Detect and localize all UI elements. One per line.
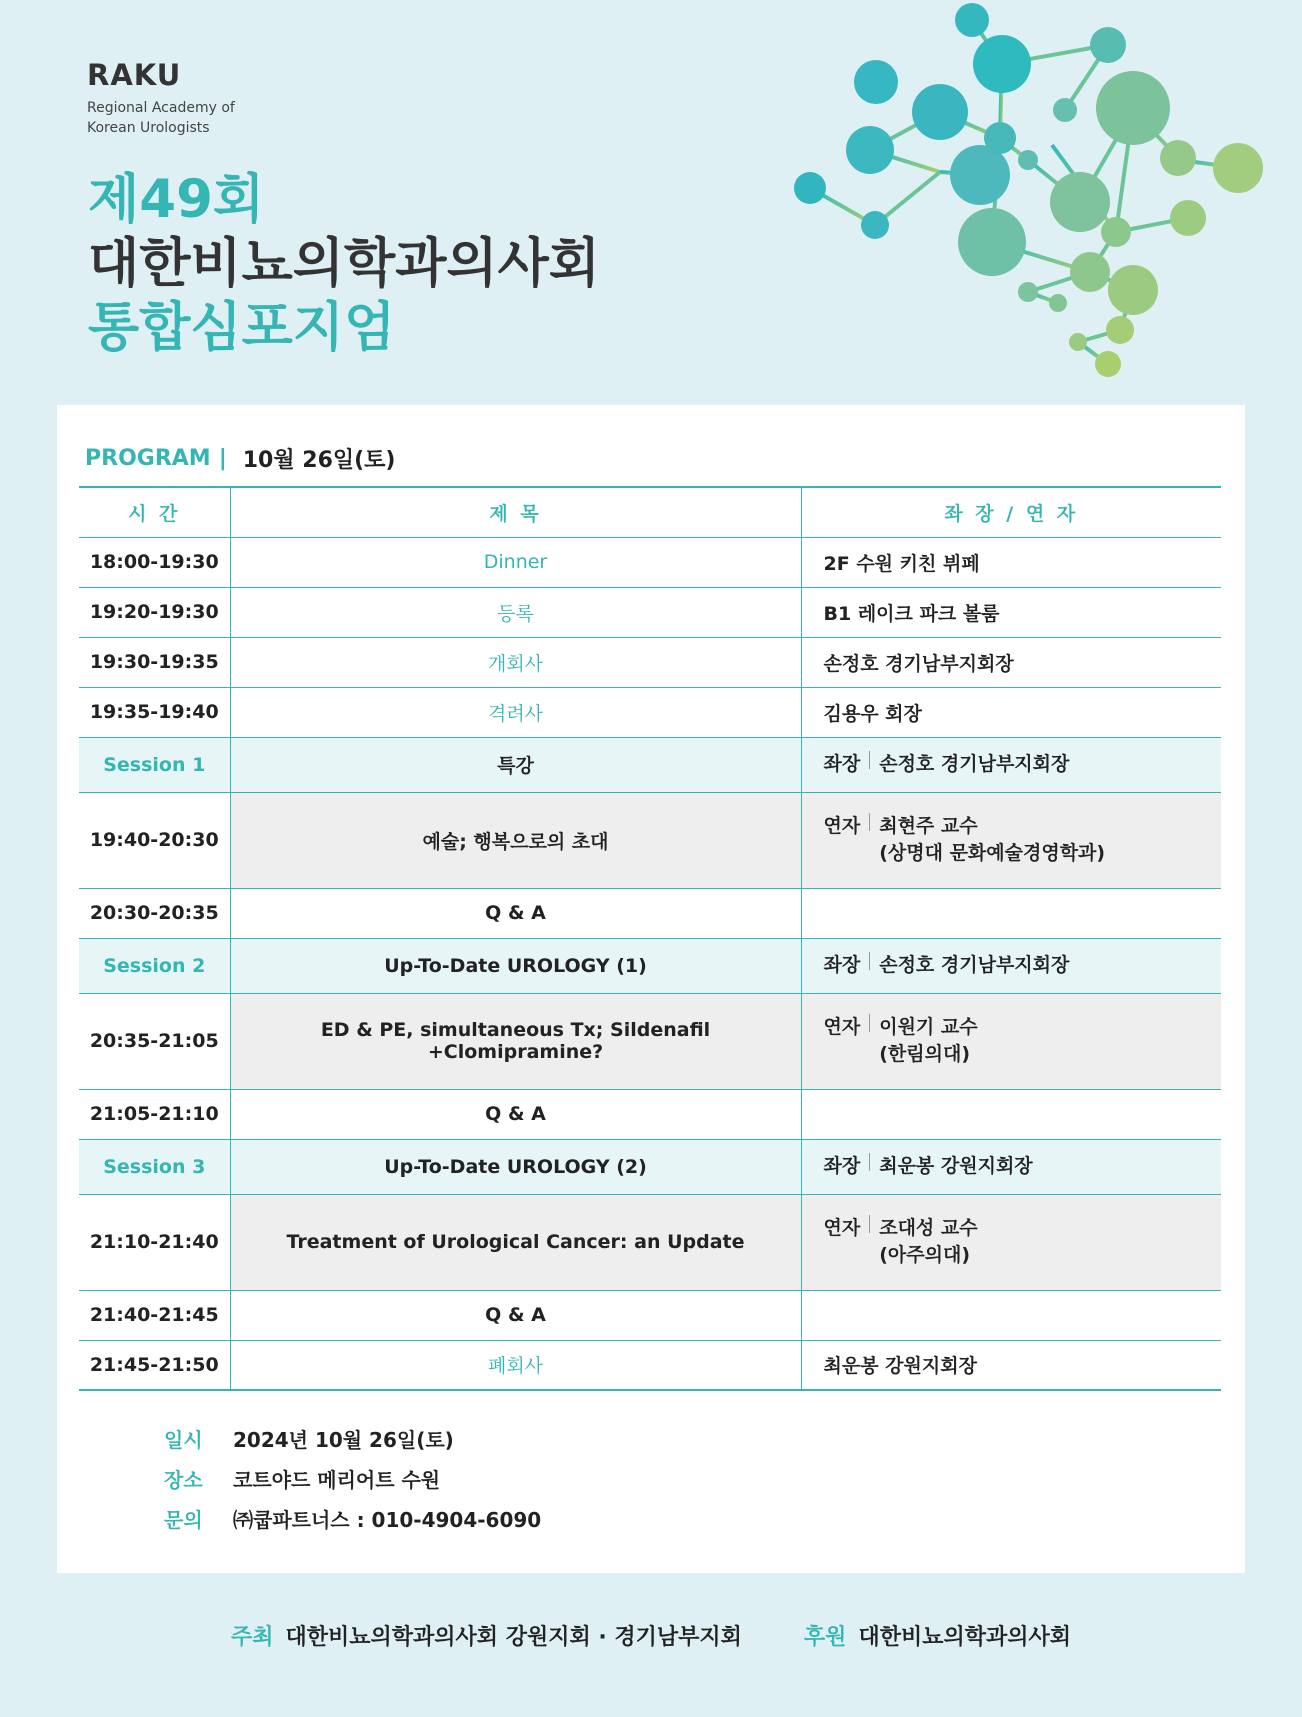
speaker-affiliation: (아주의대) xyxy=(879,1244,971,1266)
brand-logo-text: RAKU xyxy=(87,58,182,92)
row-title: Q & A xyxy=(230,1089,801,1139)
page-title xyxy=(88,168,600,360)
row-time: 20:35-21:05 xyxy=(79,993,230,1089)
row-time: 20:30-20:35 xyxy=(79,888,230,938)
session-row xyxy=(79,938,1221,993)
brand-sub-line2: Korean Urologists xyxy=(87,120,210,136)
brand-sub-line1: Regional Academy of xyxy=(87,100,235,116)
session-label: Session 3 xyxy=(79,1139,230,1194)
row-speaker xyxy=(801,792,1221,888)
row-speaker xyxy=(801,888,1221,938)
row-title: Dinner xyxy=(230,537,801,587)
row-speaker: 손정호 경기남부지회장 xyxy=(801,637,1221,687)
title-line-1: 제49회 xyxy=(88,169,265,230)
speaker-name: 최현주 교수 xyxy=(879,815,978,837)
speaker-name: 최운봉 강원지회장 xyxy=(879,1155,1033,1177)
row-time: 21:45-21:50 xyxy=(79,1340,230,1390)
molecule-illustration xyxy=(790,0,1270,390)
row-speaker xyxy=(801,938,1221,993)
row-title: 격려사 xyxy=(230,687,801,737)
row-speaker xyxy=(801,1139,1221,1194)
row-speaker xyxy=(801,1290,1221,1340)
speaker-affiliation: (상명대 문화예술경영학과) xyxy=(879,842,1106,864)
header-title: 제 목 xyxy=(230,487,801,537)
row-speaker: 2F 수원 키친 뷔페 xyxy=(801,537,1221,587)
info-row-contact xyxy=(164,1500,541,1540)
row-speaker: B1 레이크 파크 볼룸 xyxy=(801,587,1221,637)
info-value: ㈜쿱파트너스 : 010-4904-6090 xyxy=(233,1508,542,1532)
divider xyxy=(869,813,870,831)
table-row xyxy=(79,1340,1221,1390)
program-card xyxy=(57,405,1245,1573)
brand-block xyxy=(87,58,235,138)
divider xyxy=(869,1215,870,1233)
talk-row xyxy=(79,1194,1221,1290)
table-row xyxy=(79,888,1221,938)
program-label: PROGRAM xyxy=(85,446,211,471)
row-title: 예술; 행복으로의 초대 xyxy=(230,792,801,888)
row-time: 19:30-19:35 xyxy=(79,637,230,687)
row-speaker xyxy=(801,1089,1221,1139)
speaker-name: 이원기 교수 xyxy=(879,1016,978,1038)
program-separator: | xyxy=(218,446,227,471)
title-line-2: 대한비뇨의학과의사회 xyxy=(88,233,600,294)
title-line-3: 통합심포지엄 xyxy=(88,297,396,358)
role-label: 연자 xyxy=(823,815,861,837)
role-label: 좌장 xyxy=(823,954,861,976)
row-speaker: 김용우 회장 xyxy=(801,687,1221,737)
program-date: 10월 26일(토) xyxy=(242,448,396,473)
table-row xyxy=(79,637,1221,687)
table-row xyxy=(79,687,1221,737)
row-title: Up-To-Date UROLOGY (2) xyxy=(230,1139,801,1194)
row-time: 19:20-19:30 xyxy=(79,587,230,637)
speaker-name: 손정호 경기남부지회장 xyxy=(879,954,1070,976)
divider xyxy=(869,952,870,970)
info-key: 문의 xyxy=(164,1508,203,1532)
row-title: Treatment of Urological Cancer: an Update xyxy=(230,1194,801,1290)
info-value: 코트야드 메리어트 수원 xyxy=(233,1468,441,1492)
host-value: 대한비뇨의학과의사회 강원지회 · 경기남부지회 xyxy=(285,1625,742,1650)
row-time: 21:40-21:45 xyxy=(79,1290,230,1340)
row-speaker xyxy=(801,737,1221,792)
talk-row xyxy=(79,993,1221,1089)
info-key: 장소 xyxy=(164,1468,203,1492)
speaker-name: 손정호 경기남부지회장 xyxy=(879,753,1070,775)
row-speaker: 최운봉 강원지회장 xyxy=(801,1340,1221,1390)
host-key: 주최 xyxy=(231,1625,274,1650)
role-label: 좌장 xyxy=(823,1155,861,1177)
footer-credits xyxy=(0,1620,1302,1651)
info-key: 일시 xyxy=(164,1428,203,1452)
brand-subtitle xyxy=(87,98,235,138)
row-time: 19:40-20:30 xyxy=(79,792,230,888)
header-time: 시 간 xyxy=(79,487,230,537)
talk-row xyxy=(79,792,1221,888)
row-time: 19:35-19:40 xyxy=(79,687,230,737)
row-speaker xyxy=(801,1194,1221,1290)
row-time: 21:05-21:10 xyxy=(79,1089,230,1139)
table-row xyxy=(79,1290,1221,1340)
event-info xyxy=(164,1420,541,1540)
row-title: 특강 xyxy=(230,737,801,792)
program-header xyxy=(85,443,396,474)
session-label: Session 2 xyxy=(79,938,230,993)
divider xyxy=(869,1153,870,1171)
info-row-date xyxy=(164,1420,541,1460)
header-speaker: 좌 장 / 연 자 xyxy=(801,487,1221,537)
role-label: 좌장 xyxy=(823,753,861,775)
sponsor-value: 대한비뇨의학과의사회 xyxy=(858,1625,1071,1650)
row-time: 21:10-21:40 xyxy=(79,1194,230,1290)
row-title: Q & A xyxy=(230,1290,801,1340)
table-header-row xyxy=(79,487,1221,537)
row-speaker xyxy=(801,993,1221,1089)
row-time: 18:00-19:30 xyxy=(79,537,230,587)
sponsor-key: 후원 xyxy=(803,1625,847,1650)
row-title: 등록 xyxy=(230,587,801,637)
row-title: ED & PE, simultaneous Tx; Sildenafil +Clomipramine? xyxy=(230,993,801,1089)
row-title: 개회사 xyxy=(230,637,801,687)
info-value: 2024년 10월 26일(토) xyxy=(233,1428,454,1452)
row-title: 폐회사 xyxy=(230,1340,801,1390)
row-title: Q & A xyxy=(230,888,801,938)
table-row xyxy=(79,537,1221,587)
session-row xyxy=(79,737,1221,792)
session-label: Session 1 xyxy=(79,737,230,792)
divider xyxy=(869,751,870,769)
schedule-table xyxy=(79,486,1221,1391)
divider xyxy=(869,1014,870,1032)
speaker-name: 조대성 교수 xyxy=(879,1217,978,1239)
table-row xyxy=(79,587,1221,637)
session-row xyxy=(79,1139,1221,1194)
table-row xyxy=(79,1089,1221,1139)
info-row-place xyxy=(164,1460,541,1500)
speaker-affiliation: (한림의대) xyxy=(879,1043,971,1065)
role-label: 연자 xyxy=(823,1217,861,1239)
row-title: Up-To-Date UROLOGY (1) xyxy=(230,938,801,993)
role-label: 연자 xyxy=(823,1016,861,1038)
